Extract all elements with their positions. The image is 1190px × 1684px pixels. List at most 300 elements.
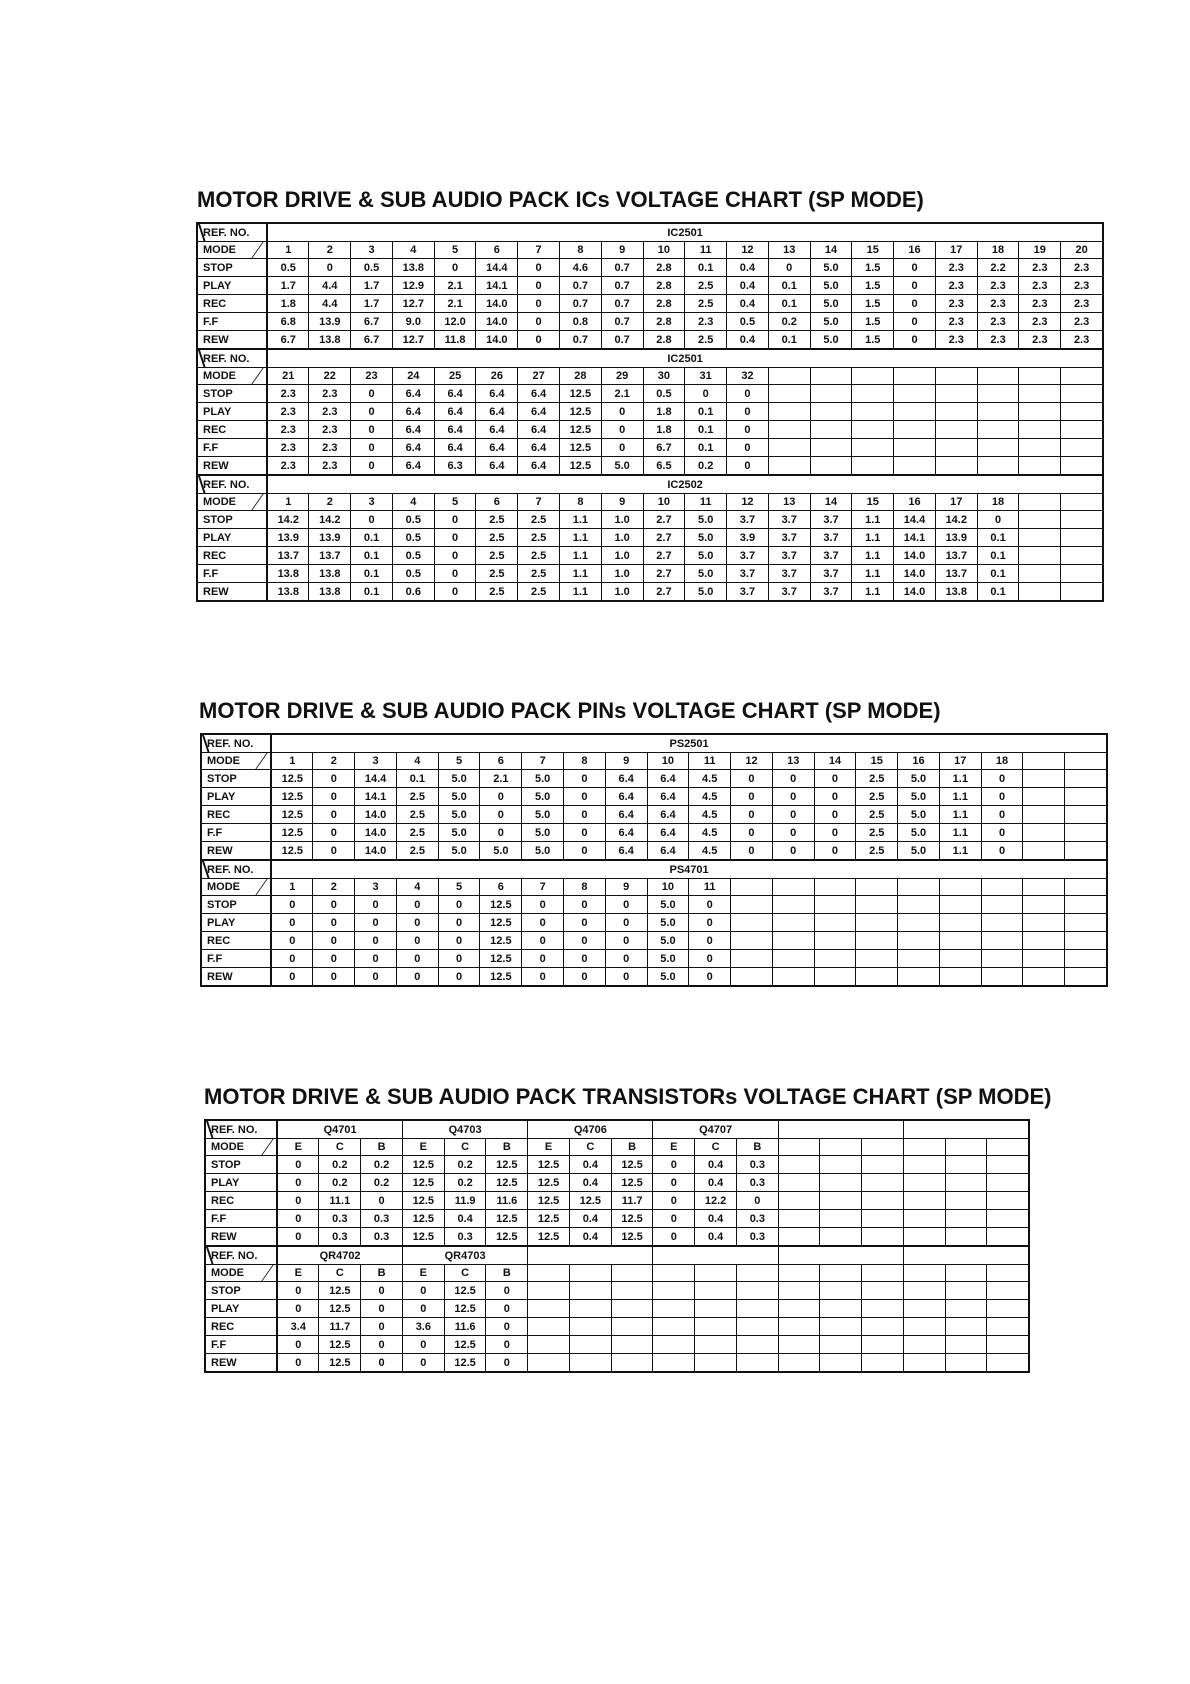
voltage-value: 0 — [351, 403, 393, 421]
voltage-value: 0 — [480, 788, 522, 806]
voltage-value: 2.3 — [267, 385, 309, 403]
pin-number: 2 — [313, 753, 355, 770]
voltage-value: 6.4 — [605, 770, 647, 788]
empty-cell — [768, 368, 810, 385]
ic-ref: IC2501 — [267, 349, 1103, 368]
voltage-value: 12.5 — [528, 1156, 570, 1174]
voltage-value: 2.1 — [434, 295, 476, 313]
empty-cell — [772, 879, 814, 896]
empty-cell — [862, 1174, 904, 1192]
voltage-value: 6.4 — [434, 385, 476, 403]
voltage-value: 0 — [396, 914, 438, 932]
voltage-value: 0 — [271, 914, 313, 932]
voltage-value: 3.7 — [768, 511, 810, 529]
voltage-value: 2.3 — [309, 457, 351, 476]
voltage-value: 0 — [361, 1336, 403, 1354]
empty-cell — [1065, 806, 1107, 824]
voltage-value: 14.0 — [355, 824, 397, 842]
empty-cell — [862, 1228, 904, 1247]
voltage-value: 5.0 — [522, 770, 564, 788]
empty-cell — [772, 914, 814, 932]
voltage-value: 0.3 — [736, 1228, 778, 1247]
empty-cell — [903, 1246, 1029, 1265]
empty-cell — [695, 1336, 737, 1354]
voltage-value: 0 — [486, 1354, 528, 1373]
empty-cell — [987, 1300, 1029, 1318]
voltage-value: 14.0 — [894, 583, 936, 602]
voltage-value: 2.3 — [1019, 277, 1061, 295]
voltage-value: 2.5 — [518, 529, 560, 547]
voltage-value: 3.7 — [768, 565, 810, 583]
empty-cell — [862, 1354, 904, 1373]
voltage-value: 5.0 — [438, 824, 480, 842]
voltage-value: 0.7 — [560, 295, 602, 313]
empty-cell — [1023, 914, 1065, 932]
voltage-value: 0.2 — [319, 1156, 361, 1174]
mode-label: MODE — [197, 368, 267, 385]
empty-cell — [852, 403, 894, 421]
voltage-value: 1.1 — [560, 565, 602, 583]
voltage-value: 0 — [313, 896, 355, 914]
voltage-value: 11.7 — [319, 1318, 361, 1336]
voltage-value: 0 — [653, 1156, 695, 1174]
voltage-value: 14.0 — [355, 842, 397, 861]
voltage-value: 1.5 — [852, 277, 894, 295]
voltage-value: 1.5 — [852, 259, 894, 277]
voltage-value: 6.7 — [267, 331, 309, 350]
empty-cell — [528, 1246, 653, 1265]
mode-name: F.F — [205, 1336, 277, 1354]
empty-cell — [856, 896, 898, 914]
voltage-value: 6.4 — [392, 421, 434, 439]
voltage-value: 0 — [438, 932, 480, 950]
voltage-value: 0.4 — [569, 1210, 611, 1228]
empty-cell — [987, 1318, 1029, 1336]
voltage-value: 2.3 — [935, 313, 977, 331]
voltage-value: 0 — [271, 950, 313, 968]
voltage-value: 4.5 — [689, 842, 731, 861]
voltage-value: 3.7 — [727, 511, 769, 529]
mode-name: REC — [205, 1318, 277, 1336]
empty-cell — [778, 1228, 820, 1247]
voltage-value: 0.4 — [695, 1156, 737, 1174]
mode-name: F.F — [201, 950, 271, 968]
voltage-value: 5.0 — [898, 770, 940, 788]
voltage-value: 0 — [518, 277, 560, 295]
empty-cell — [653, 1300, 695, 1318]
voltage-value: 5.0 — [438, 806, 480, 824]
voltage-value: 0 — [522, 914, 564, 932]
voltage-value: 6.7 — [351, 331, 393, 350]
voltage-value: 2.3 — [267, 403, 309, 421]
pin-number: 10 — [647, 879, 689, 896]
voltage-value: 12.5 — [319, 1336, 361, 1354]
voltage-value: 6.4 — [647, 842, 689, 861]
voltage-value: 0 — [313, 788, 355, 806]
pin-number: 10 — [647, 753, 689, 770]
empty-cell — [898, 879, 940, 896]
voltage-value: 0.1 — [685, 403, 727, 421]
voltage-value: 1.1 — [560, 529, 602, 547]
empty-cell — [778, 1210, 820, 1228]
empty-cell — [778, 1246, 903, 1265]
voltage-value: 13.8 — [267, 565, 309, 583]
mode-name: REW — [197, 331, 267, 350]
voltage-value: 0.5 — [267, 259, 309, 277]
empty-cell — [778, 1265, 820, 1282]
voltage-value: 0.1 — [685, 259, 727, 277]
voltage-value: 0 — [309, 259, 351, 277]
voltage-value: 0 — [355, 914, 397, 932]
voltage-value: 2.3 — [309, 421, 351, 439]
voltage-value: 0.2 — [319, 1174, 361, 1192]
empty-cell — [939, 932, 981, 950]
empty-cell — [894, 457, 936, 476]
voltage-value: 0 — [727, 439, 769, 457]
voltage-value: 2.1 — [601, 385, 643, 403]
pin-number: 16 — [898, 753, 940, 770]
empty-cell — [898, 932, 940, 950]
voltage-value: 0 — [736, 1192, 778, 1210]
pin-number: 27 — [518, 368, 560, 385]
empty-cell — [903, 1300, 945, 1318]
voltage-value: 0 — [564, 788, 606, 806]
mode-row — [205, 1210, 1029, 1228]
pin-number: E — [653, 1139, 695, 1156]
voltage-value: 0 — [981, 806, 1023, 824]
empty-cell — [611, 1336, 653, 1354]
pin-number: C — [319, 1139, 361, 1156]
empty-cell — [981, 932, 1023, 950]
voltage-value: 0 — [731, 788, 773, 806]
voltage-value: 0.1 — [977, 547, 1019, 565]
voltage-value: 2.1 — [434, 277, 476, 295]
empty-cell — [945, 1265, 987, 1282]
voltage-value: 12.5 — [560, 385, 602, 403]
voltage-value: 5.0 — [810, 277, 852, 295]
voltage-value: 13.7 — [935, 565, 977, 583]
voltage-value: 5.0 — [685, 583, 727, 602]
pin-header-row — [197, 368, 1103, 385]
voltage-value: 12.5 — [444, 1300, 486, 1318]
empty-cell — [939, 968, 981, 987]
voltage-value: 2.5 — [476, 511, 518, 529]
voltage-value: 0 — [434, 259, 476, 277]
pin-number: 3 — [355, 753, 397, 770]
voltage-value: 0.5 — [392, 511, 434, 529]
empty-cell — [653, 1336, 695, 1354]
empty-cell — [987, 1192, 1029, 1210]
empty-cell — [1061, 529, 1103, 547]
empty-cell — [820, 1336, 862, 1354]
empty-cell — [981, 879, 1023, 896]
empty-cell — [569, 1300, 611, 1318]
empty-cell — [894, 403, 936, 421]
empty-cell — [987, 1265, 1029, 1282]
empty-cell — [898, 950, 940, 968]
voltage-value: 5.0 — [438, 842, 480, 861]
voltage-value: 6.4 — [476, 439, 518, 457]
voltage-value: 0.7 — [601, 331, 643, 350]
voltage-value: 0 — [689, 932, 731, 950]
voltage-value: 3.7 — [810, 529, 852, 547]
empty-cell — [935, 439, 977, 457]
mode-row — [201, 932, 1107, 950]
empty-cell — [1061, 403, 1103, 421]
empty-cell — [939, 896, 981, 914]
voltage-value: 13.8 — [392, 259, 434, 277]
voltage-value: 0 — [653, 1174, 695, 1192]
voltage-value: 0 — [434, 511, 476, 529]
voltage-value: 0 — [277, 1282, 319, 1300]
mode-label: MODE — [197, 242, 267, 259]
mode-row — [201, 788, 1107, 806]
voltage-value: 0 — [727, 421, 769, 439]
transistor-ref: Q4701 — [277, 1120, 402, 1139]
empty-cell — [903, 1139, 945, 1156]
empty-cell — [768, 421, 810, 439]
voltage-value: 1.0 — [601, 565, 643, 583]
pin-number: 12 — [727, 242, 769, 259]
empty-cell — [945, 1300, 987, 1318]
empty-cell — [1061, 583, 1103, 602]
voltage-value: 2.3 — [1061, 277, 1103, 295]
pin-number: 2 — [313, 879, 355, 896]
empty-cell — [810, 385, 852, 403]
pin-number: 13 — [768, 242, 810, 259]
mode-name: F.F — [205, 1210, 277, 1228]
voltage-value: 12.5 — [528, 1192, 570, 1210]
mode-name: REC — [197, 547, 267, 565]
voltage-value: 0 — [271, 896, 313, 914]
empty-cell — [1065, 824, 1107, 842]
voltage-value: 0.4 — [695, 1228, 737, 1247]
empty-cell — [1019, 547, 1061, 565]
empty-cell — [894, 439, 936, 457]
voltage-value: 6.4 — [434, 421, 476, 439]
pin-header-row — [197, 494, 1103, 511]
voltage-value: 0.2 — [768, 313, 810, 331]
voltage-value: 11.8 — [434, 331, 476, 350]
voltage-value: 0 — [277, 1210, 319, 1228]
voltage-value: 6.4 — [476, 385, 518, 403]
pin-number: 32 — [727, 368, 769, 385]
pin-number: 9 — [605, 753, 647, 770]
transistor-ref: Q4707 — [653, 1120, 778, 1139]
pin-number: 11 — [685, 494, 727, 511]
pin-number: 8 — [564, 753, 606, 770]
empty-cell — [1019, 583, 1061, 602]
voltage-value: 14.0 — [355, 806, 397, 824]
empty-cell — [987, 1336, 1029, 1354]
pin-number: 8 — [560, 242, 602, 259]
voltage-value: 12.7 — [392, 295, 434, 313]
pin-number: 19 — [1019, 242, 1061, 259]
empty-cell — [814, 914, 856, 932]
pin-number: 25 — [434, 368, 476, 385]
voltage-value: 0.5 — [351, 259, 393, 277]
voltage-value: 0 — [271, 932, 313, 950]
empty-cell — [1061, 385, 1103, 403]
voltage-value: 2.5 — [856, 770, 898, 788]
transistor-ref: QR4702 — [277, 1246, 402, 1265]
empty-cell — [695, 1300, 737, 1318]
voltage-value: 1.1 — [939, 824, 981, 842]
voltage-value: 0.1 — [685, 421, 727, 439]
empty-cell — [820, 1265, 862, 1282]
voltage-value: 13.8 — [309, 331, 351, 350]
pin-number: 3 — [351, 494, 393, 511]
voltage-value: 0.7 — [601, 259, 643, 277]
empty-cell — [977, 403, 1019, 421]
voltage-value: 12.5 — [444, 1354, 486, 1373]
ref-no-label: REF. NO. — [197, 349, 267, 368]
voltage-value: 12.5 — [486, 1174, 528, 1192]
empty-cell — [1065, 896, 1107, 914]
empty-cell — [939, 879, 981, 896]
empty-cell — [852, 368, 894, 385]
pin-number: 6 — [476, 242, 518, 259]
empty-cell — [772, 968, 814, 987]
empty-cell — [981, 950, 1023, 968]
voltage-value: 12.5 — [480, 950, 522, 968]
voltage-value: 12.5 — [319, 1300, 361, 1318]
ref-row — [201, 860, 1107, 879]
mode-row — [197, 277, 1103, 295]
voltage-value: 14.2 — [309, 511, 351, 529]
voltage-value: 2.3 — [935, 331, 977, 350]
empty-cell — [1019, 403, 1061, 421]
voltage-value: 0 — [522, 896, 564, 914]
empty-cell — [1023, 806, 1065, 824]
empty-cell — [1061, 511, 1103, 529]
voltage-value: 0 — [480, 806, 522, 824]
voltage-value: 5.0 — [522, 824, 564, 842]
voltage-value: 5.0 — [898, 788, 940, 806]
voltage-value: 12.5 — [528, 1228, 570, 1247]
empty-cell — [898, 968, 940, 987]
ref-row — [205, 1120, 1029, 1139]
pin-number: 9 — [601, 494, 643, 511]
mode-name: STOP — [197, 511, 267, 529]
empty-cell — [935, 457, 977, 476]
voltage-value: 13.7 — [935, 547, 977, 565]
mode-name: PLAY — [197, 277, 267, 295]
pin-number: 5 — [434, 242, 476, 259]
voltage-value: 0 — [271, 968, 313, 987]
empty-cell — [987, 1228, 1029, 1247]
empty-cell — [569, 1282, 611, 1300]
empty-cell — [778, 1120, 903, 1139]
voltage-value: 1.1 — [939, 770, 981, 788]
mode-name: REC — [197, 295, 267, 313]
empty-cell — [768, 385, 810, 403]
voltage-value: 0 — [438, 950, 480, 968]
voltage-value: 13.9 — [309, 313, 351, 331]
voltage-value: 0 — [396, 968, 438, 987]
empty-cell — [528, 1265, 570, 1282]
empty-cell — [862, 1210, 904, 1228]
pin-number: C — [444, 1139, 486, 1156]
voltage-value: 3.7 — [768, 529, 810, 547]
empty-cell — [1061, 439, 1103, 457]
voltage-value: 3.9 — [727, 529, 769, 547]
pin-number: E — [528, 1139, 570, 1156]
empty-cell — [736, 1265, 778, 1282]
pin-number: 2 — [309, 242, 351, 259]
pin-number: 16 — [894, 494, 936, 511]
voltage-value: 11.9 — [444, 1192, 486, 1210]
empty-cell — [1023, 753, 1065, 770]
pin-number: 1 — [267, 494, 309, 511]
voltage-value: 0.4 — [727, 259, 769, 277]
pin-header-row — [197, 242, 1103, 259]
pin-number: 14 — [814, 753, 856, 770]
pin-number: E — [402, 1139, 444, 1156]
voltage-value: 4.4 — [309, 295, 351, 313]
voltage-value: 2.5 — [856, 824, 898, 842]
voltage-value: 2.3 — [977, 277, 1019, 295]
voltage-value: 6.4 — [392, 457, 434, 476]
empty-cell — [945, 1174, 987, 1192]
voltage-value: 3.7 — [810, 565, 852, 583]
pin-number: 1 — [271, 879, 313, 896]
pin-number: 13 — [772, 753, 814, 770]
voltage-value: 0 — [731, 770, 773, 788]
mode-row — [197, 403, 1103, 421]
voltage-value: 2.3 — [1019, 313, 1061, 331]
voltage-value: 2.8 — [643, 313, 685, 331]
voltage-value: 0 — [313, 806, 355, 824]
ref-no-label: REF. NO. — [205, 1246, 277, 1265]
empty-cell — [736, 1318, 778, 1336]
pin-number: 4 — [392, 494, 434, 511]
empty-cell — [778, 1282, 820, 1300]
voltage-value: 1.1 — [939, 842, 981, 861]
mode-row — [197, 457, 1103, 476]
pin-number: 7 — [518, 242, 560, 259]
voltage-value: 0 — [894, 295, 936, 313]
mode-row — [197, 583, 1103, 602]
empty-cell — [898, 896, 940, 914]
empty-cell — [528, 1282, 570, 1300]
mode-name: REC — [201, 806, 271, 824]
voltage-value: 0 — [486, 1318, 528, 1336]
mode-name: PLAY — [197, 403, 267, 421]
voltage-value: 14.4 — [476, 259, 518, 277]
voltage-value: 0.7 — [601, 277, 643, 295]
voltage-value: 2.5 — [685, 331, 727, 350]
pin-number: 21 — [267, 368, 309, 385]
empty-cell — [611, 1300, 653, 1318]
voltage-value: 12.5 — [611, 1228, 653, 1247]
voltage-value: 0 — [689, 950, 731, 968]
voltage-value: 0 — [351, 421, 393, 439]
empty-cell — [1061, 494, 1103, 511]
voltage-value: 2.5 — [396, 788, 438, 806]
voltage-value: 0 — [486, 1300, 528, 1318]
voltage-value: 0.5 — [392, 529, 434, 547]
voltage-value: 0 — [727, 385, 769, 403]
empty-cell — [772, 896, 814, 914]
mode-row — [205, 1156, 1029, 1174]
empty-cell — [852, 457, 894, 476]
voltage-value: 1.1 — [560, 511, 602, 529]
pin-number: 7 — [518, 494, 560, 511]
voltage-value: 0 — [434, 547, 476, 565]
voltage-value: 0.8 — [560, 313, 602, 331]
empty-cell — [981, 914, 1023, 932]
